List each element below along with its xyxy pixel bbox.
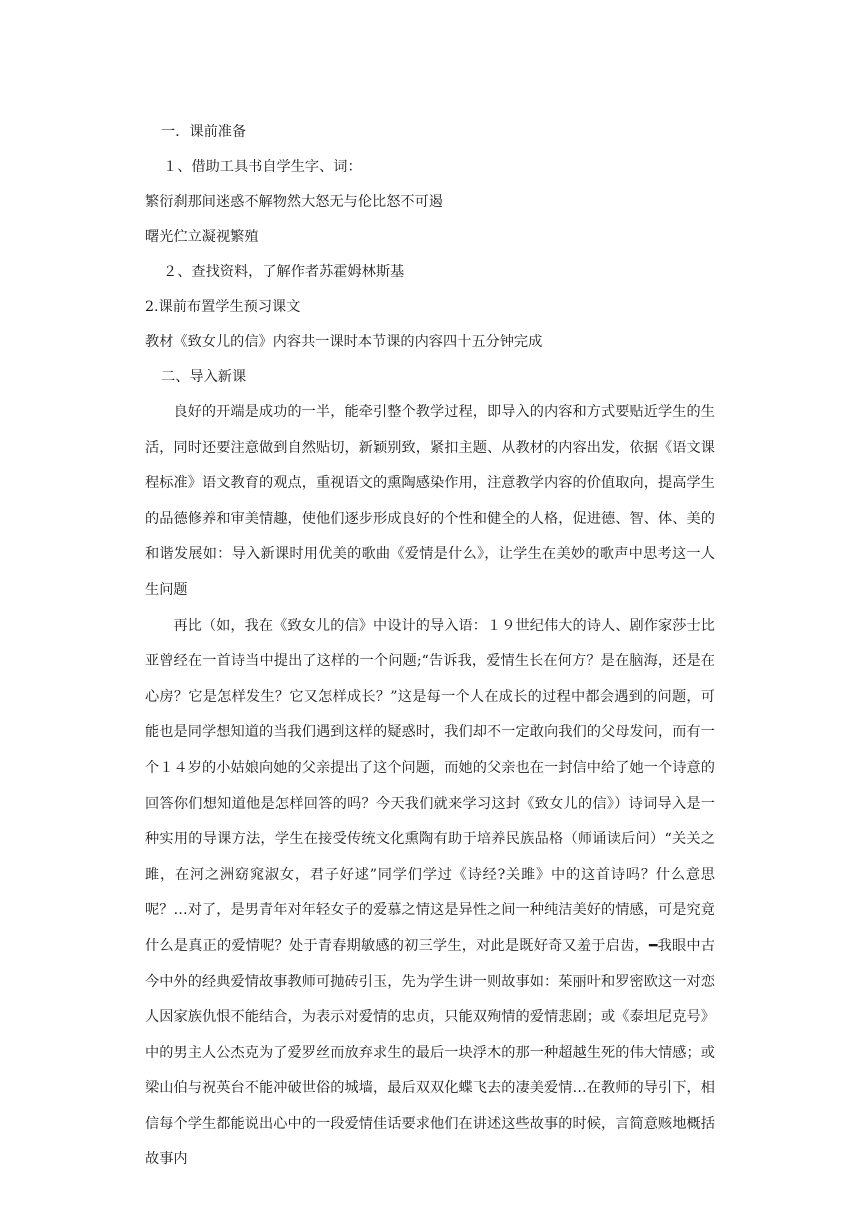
section-heading-preparation: 一．课前准备	[161, 124, 247, 140]
paragraph-intro: 良好的开端是成功的一半，能牵引整个教学过程，即导入的内容和方式要贴近学生的生活，同时还要注意做到自然贴切，新颖别致，紧扣主题、从教材的内容出发，依据《语文课程标准》语文教育的观点，重视语文的熏陶感染作用，注意教学内容的价值取向，提高学生的品德修养和审美情趣，使他们逐步形成良好的个性和健全的人格，促进德、智、体、美的和谐发展如：导入新课时用优美的歌曲《爱情是什么》，让学生在美妙的歌声中思考这一人生问题	[145, 404, 715, 598]
vocabulary-line-2: 曙光伫立凝视繁殖	[145, 229, 259, 245]
paragraph-example: 再比（如，我在《致女儿的信》中设计的导入语：１９世纪伟大的诗人、剧作家莎士比亚曾经在一首诗当中提出了这样的一个问题;“告诉我，爱情生长在何方？是在脑海，还是在心房？它是怎样发生？它又怎样成长？”这是每一个人在成长的过程中都会遇到的问题，可能也是同学想知道的当我们遇到这样的疑惑时，我们却不一定敢向我们的父母发问，而有一个１４岁的小姑娘向她的父亲提出了这个问题，而她的父亲也在一封信中给了她一个诗意的回答你们想知道他是怎样回答的吗？今天我们就来学习这封《致女儿的信》）诗词导入是一种实用的导课方法，学生在接受传统文化熏陶有助于培养民族品格（师诵读后问）“关关之雎，在河之洲窈窕淑女，君子好逑”同学们学过《诗经?关雎》中的这首诗吗？什么意思呢？…对了，是男青年对年轻女子的爱慕之情这是异性之间一种纯洁美好的情感，可是究竟什么是真正的爱情呢？处于青春期敏感的初三学生，对此是既好奇又羞于启齿，━我眼中古今中外的经典爱情故事教师可抛砖引玉，先为学生讲一则故事如：茱丽叶和罗密欧这一对恋人因家族仇恨不能结合，为表示对爱情的忠贞，只能双殉情的爱情悲剧；或《泰坦尼克号》中的男主人公杰克为了爱罗丝而放弃求生的最后一块浮木的那一种超越生死的伟大情感；或梁山伯与祝英台不能冲破世俗的城墙，最后双双化蝶飞去的凄美爱情…在教师的导引下，相信每个学生都能说出心中的一段爱情佳话要求他们在讲述这些故事的时候，言简意赅地概括故事内	[145, 617, 715, 1168]
section-heading-introduction: 二、导入新课	[161, 369, 247, 385]
list-item-preview: 2.课前布置学生预习课文	[145, 299, 301, 315]
list-item-self-study: １、借助工具书自学生字、词：	[163, 159, 362, 175]
vocabulary-line-1: 繁衍刹那间迷惑不解物然大怒无与伦比怒不可遏	[145, 194, 443, 210]
list-item-research: ２、查找资料，了解作者苏霍姆林斯基	[163, 264, 405, 280]
document-body	[145, 115, 715, 1178]
text-line-lesson-time: 教材《致女儿的信》内容共一课时本节课的内容四十五分钟完成	[145, 334, 543, 350]
